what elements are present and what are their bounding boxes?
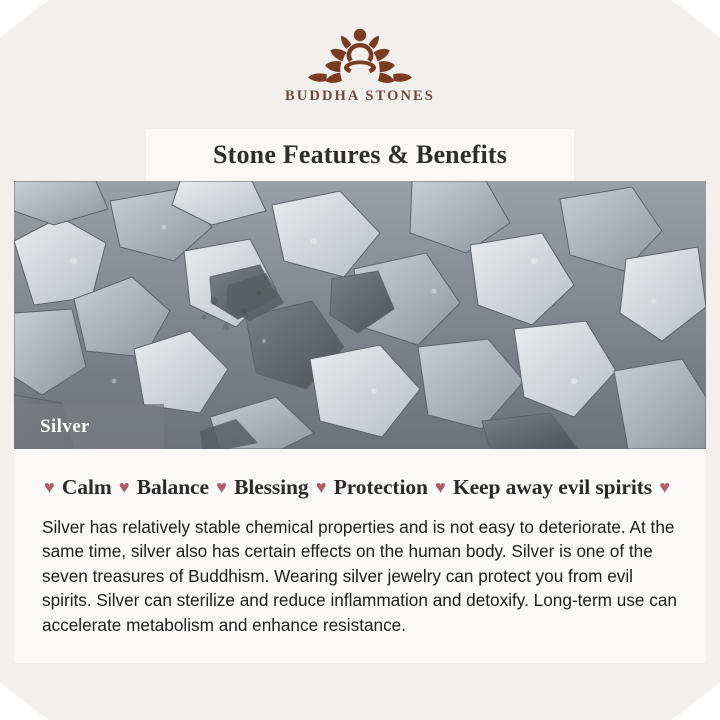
- stone-description: Silver has relatively stable chemical properties and is not easy to deteriorate. At the same time, silver also has certain effects on the human body. Silver is one of the seven treasures of Buddhism. Wearing silver jewelry can protect you from evil spirits. Silver can sterilize and reduce inflammation and detoxify. Long-term use can accelerate metabolism and enhance resistance.: [42, 517, 677, 635]
- photo-caption: [14, 404, 164, 449]
- heart-icon: ♥: [44, 477, 55, 497]
- left-edge-margin: [0, 0, 14, 720]
- page-title: Stone Features & Benefits: [212, 140, 508, 169]
- right-edge-margin: [706, 0, 720, 720]
- heart-icon: ♥: [435, 477, 446, 497]
- benefit-keywords: ♥ Calm ♥ Balance ♥ Blessing ♥ Protection ♥ Keep away evil spirits ♥: [44, 475, 670, 499]
- heart-icon: ♥: [659, 477, 670, 497]
- heart-icon: ♥: [315, 477, 327, 497]
- lotus-meditation-figure-icon: [285, 22, 435, 84]
- brand-header: [0, 0, 720, 128]
- heart-icon: ♥: [118, 477, 130, 497]
- heart-icon: ♥: [216, 477, 227, 497]
- brand-name: BUDDHA STONES: [285, 88, 435, 104]
- benefits-panel: [14, 449, 706, 663]
- stone-name: Silver: [40, 415, 90, 437]
- footer-margin: [0, 663, 720, 720]
- section-title-band: [146, 129, 574, 181]
